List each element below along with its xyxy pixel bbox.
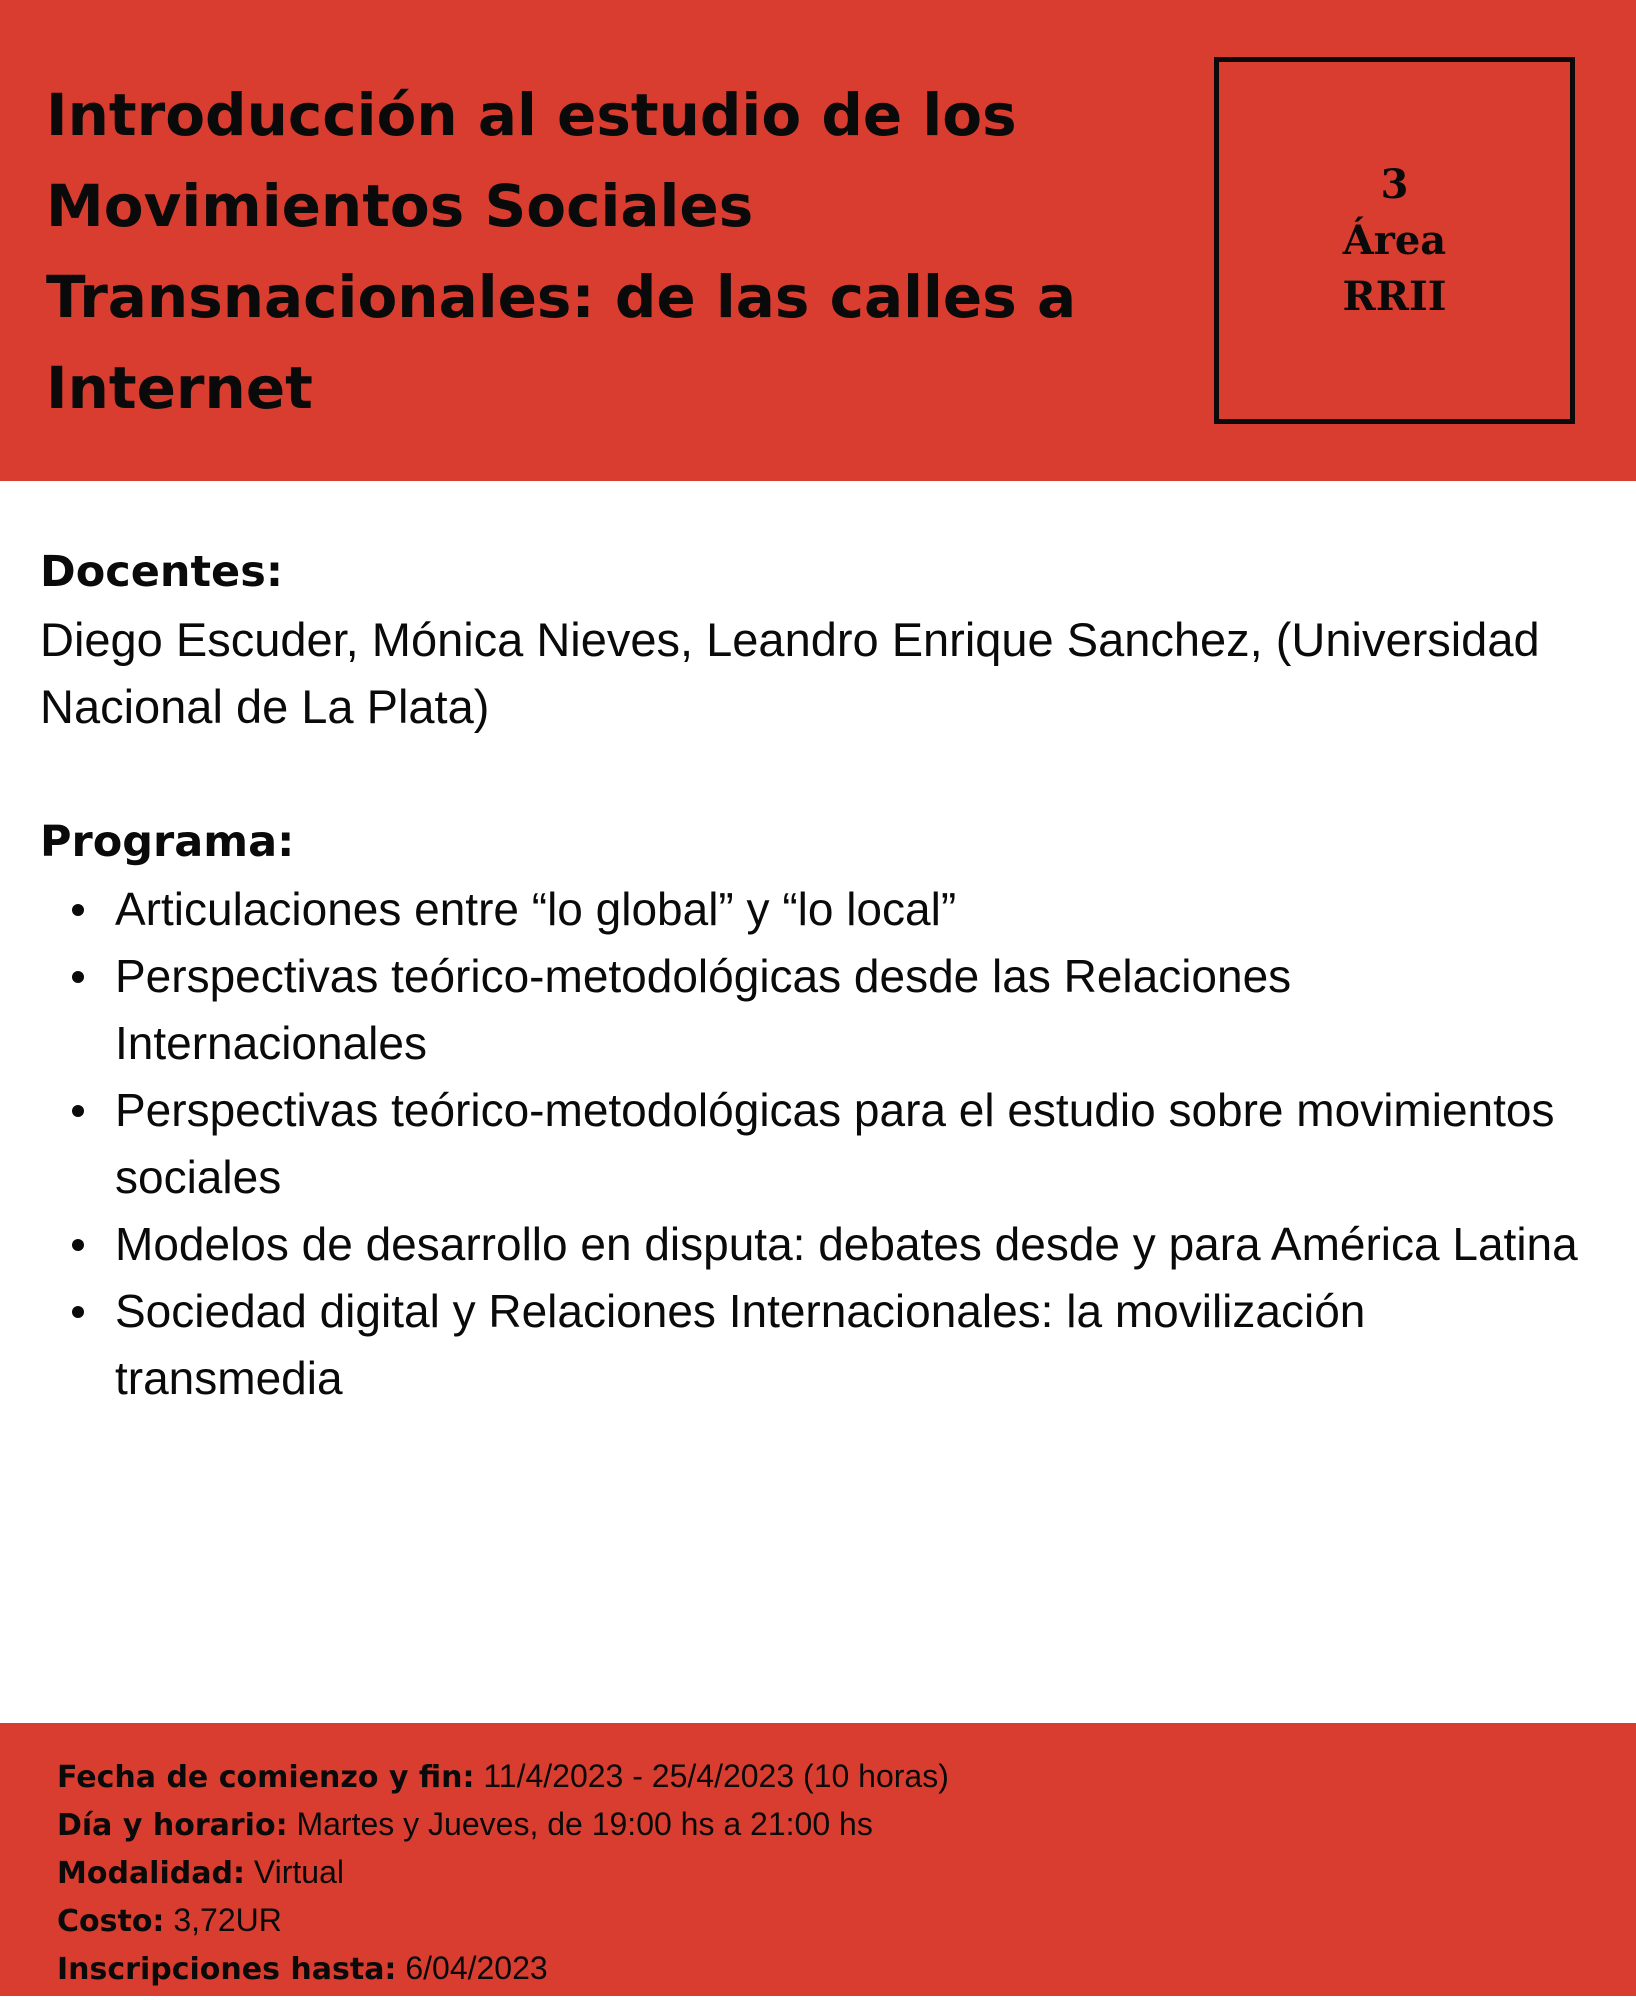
area-badge [1214,57,1575,424]
footer-value: 6/04/2023 [405,1950,548,1986]
footer-details [57,1753,949,1993]
footer-key: Costo: [57,1904,165,1939]
footer-info-panel [0,1723,1636,2000]
bullet-icon [72,1239,84,1251]
course-title: Introducción al estudio de los Movimientos Sociales Transnacionales: de las calles a Internet [46,81,1077,422]
footer-key: Día y horario: [57,1808,288,1843]
programa-heading: Programa: [40,817,295,867]
footer-value: Martes y Jueves, de 19:00 hs a 21:00 hs [296,1806,873,1842]
docentes-heading: Docentes: [40,547,284,597]
footer-row-dates [57,1753,949,1801]
area-name: RRII [1342,272,1447,320]
programa-item-text: Perspectivas teórico-metodológicas para el estudio sobre movimientos sociales [115,1084,1555,1203]
programa-item-text: Articulaciones entre “lo global” y “lo local” [115,883,957,935]
section-spacer [40,740,1600,808]
footer-row-modality [57,1849,949,1897]
footer-key: Fecha de comienzo y fin: [57,1760,475,1795]
bullet-icon [72,1306,84,1318]
footer-value: Virtual [253,1854,344,1890]
footer-divider [0,1996,1636,2000]
programa-item [40,876,1585,943]
area-number: 3 [1380,160,1409,208]
footer-key: Modalidad: [57,1856,245,1891]
footer-row-cost [57,1897,949,1945]
footer-row-registration [57,1945,949,1993]
programa-item-text: Modelos de desarrollo en disputa: debates desde y para América Latina [115,1218,1578,1270]
header-banner [0,0,1636,481]
programa-item-text: Perspectivas teórico-metodológicas desde las Relaciones Internacionales [115,950,1292,1069]
area-label: Área [1342,216,1447,264]
bullet-icon [72,904,84,916]
programa-item [40,943,1585,1077]
programa-item-text: Sociedad digital y Relaciones Internacionales: la movilización transmedia [115,1285,1366,1404]
programa-item [40,1211,1585,1278]
bullet-icon [72,1105,84,1117]
footer-key: Inscripciones hasta: [57,1952,397,1987]
bullet-icon [72,971,84,983]
footer-row-schedule [57,1801,949,1849]
footer-value: 3,72UR [173,1902,282,1938]
programa-item [40,1278,1585,1412]
docentes-names: Diego Escuder, Mónica Nieves, Leandro Enrique Sanchez, (Universidad Nacional de La Plata) [40,613,1540,733]
main-content [40,538,1600,1412]
footer-value: 11/4/2023 - 25/4/2023 (10 horas) [483,1758,949,1794]
programa-list [40,876,1600,1412]
programa-item [40,1077,1585,1211]
